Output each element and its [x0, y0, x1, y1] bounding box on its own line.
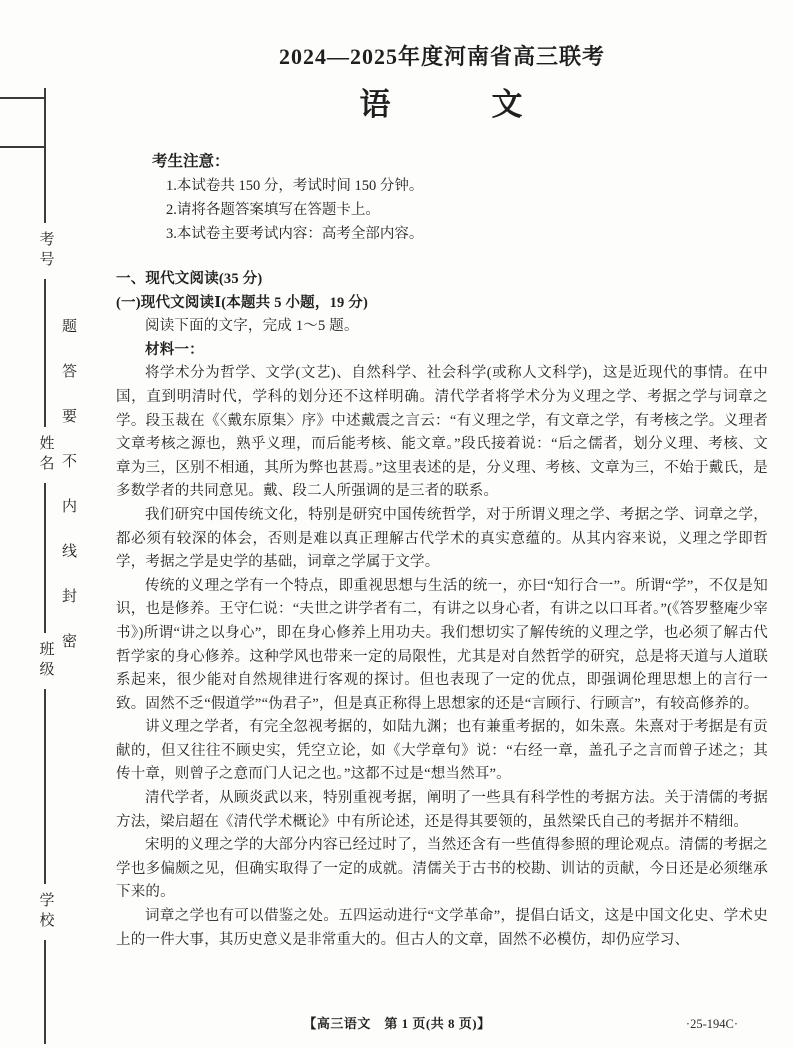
exam-number-blank-line: [44, 88, 46, 223]
seal-margin: [0, 0, 112, 1048]
notice-section: [152, 150, 768, 246]
notice-item-1: 1.本试卷共 150 分，考试时间 150 分钟。: [166, 178, 424, 194]
school-label: 学校: [37, 892, 54, 932]
material-paragraph-3: 传统的义理之学有一个特点，即重视思想与生活的统一，亦曰“知行合一”。所谓“学”，不仅是知识，也是修养。王守仁说：“夫世之讲学者有二，有讲之以身心者，有讲之以口耳者。”(《答罗整庵少宰书》)所谓“讲之以身心”，即在身心修养上用功夫。我们想切实了解传统的义理之学，也必须了解古代哲学家的身心修养。这种学风也带来一定的局限性，尤其是对自然哲学的研究，总是将天道与人道联系起来，很少能对自然规律进行客观的探讨。但也表现了一定的优点，即强调伦理思想上的言行一致。固然不乏“假道学”“伪君子”，但是真正称得上思想家的还是“言顾行、行顾言”，有较高修养的。: [116, 577, 768, 712]
student-info-column: [26, 88, 64, 1044]
notice-title: 考生注意：: [152, 153, 230, 170]
material-paragraph-6: 宋明的义理之学的大部分内容已经过时了，当然还含有一些值得参照的理论观点。清儒的考据之学也多偏颇之见，但确实取得了一定的成就。清儒关于古书的校勘、训诂的贡献，今日还是必须继承下来的。: [116, 837, 768, 901]
seal-line-text: 题答要不内线封密: [60, 318, 76, 678]
notice-item-3: 3.本试卷主要考试内容：高考全部内容。: [166, 226, 424, 242]
sub-heading: (一)现代文阅读Ⅰ(本题共 5 小题，19 分): [116, 294, 369, 311]
exam-content: [116, 40, 768, 952]
material-label: 材料一：: [145, 341, 204, 358]
reading-section: [116, 268, 768, 952]
page-info: 【高三语文 第 1 页(共 8 页)】: [303, 1016, 491, 1031]
material-paragraph-7: 词章之学也有可以借鉴之处。五四运动进行“文学革命”，提倡白话文，这是中国文化史、学术史上的一件大事，其历史意义是非常重大的。但古人的文章，固然不必模仿，却仍应学习、: [116, 908, 768, 948]
name-blank-line: [44, 279, 46, 427]
material-paragraph-1: 将学术分为哲学、文学(文艺)、自然科学、社会科学(或称人文科学)，这是近现代的事情。在中国，直到明清时代，学科的划分还不这样明确。清代学者将学术分为义理之学、考据之学与词章之学。段玉裁在《〈戴东原集〉序》中述戴震之言云：“有义理之学，有文章之学，有考核之学。义理者文章考核之源也，熟乎义理，而后能考核、能文章。”段氏接着说：“后之儒者，划分义理、考核、文章为三，区别不相通，其所为弊也甚焉。”这里表述的是，分义理、考核、文章为三，不始于戴氏，是多数学者的共同意见。戴、段二人所强调的是三者的联系。: [116, 365, 768, 500]
part-heading: 一、现代文阅读(35 分): [116, 271, 263, 287]
exam-title: 2024—2025年度河南省高三联考: [278, 44, 605, 69]
school-blank-line: [44, 689, 46, 884]
class-blank-line: [44, 483, 46, 633]
page-footer: [0, 1013, 794, 1032]
paper-code: ·25-194C·: [685, 1017, 738, 1031]
material-paragraph-5: 清代学者，从顾炎武以来，特别重视考据，阐明了一些具有科学性的考据方法。关于清儒的考据方法，梁启超在《清代学术概论》中有所论述，还是得其要领的，虽然梁氏自己的考据并不精细。: [116, 790, 768, 830]
name-label: 姓名: [37, 435, 54, 475]
subject-title: 语 文: [359, 87, 525, 122]
exam-number-label: 考号: [37, 231, 54, 271]
material-paragraph-2: 我们研究中国传统文化，特别是研究中国传统哲学，对于所谓义理之学、考据之学、词章之学，都必须有较深的体会，否则是难以真正理解古代学术的真实意蕴的。从其内容来说，义理之学即哲学，考据之学是史学的基础，词章之学属于文学。: [116, 506, 768, 571]
notice-item-2: 2.请将各题答案填写在答题卡上。: [166, 202, 380, 218]
reading-instruction: 阅读下面的文字，完成 1～5 题。: [145, 318, 359, 335]
material-paragraph-4: 讲义理之学者，有完全忽视考据的，如陆九渊；也有兼重考据的，如朱熹。朱熹对于考据是有贡献的，但又往往不顾史实，凭空立论，如《大学章句》说：“右经一章，盖孔子之言而曾子述之；其传十章，则曾子之意而门人记之也。”这都不过是“想当然耳”。: [116, 719, 768, 783]
class-label: 班级: [37, 641, 54, 681]
